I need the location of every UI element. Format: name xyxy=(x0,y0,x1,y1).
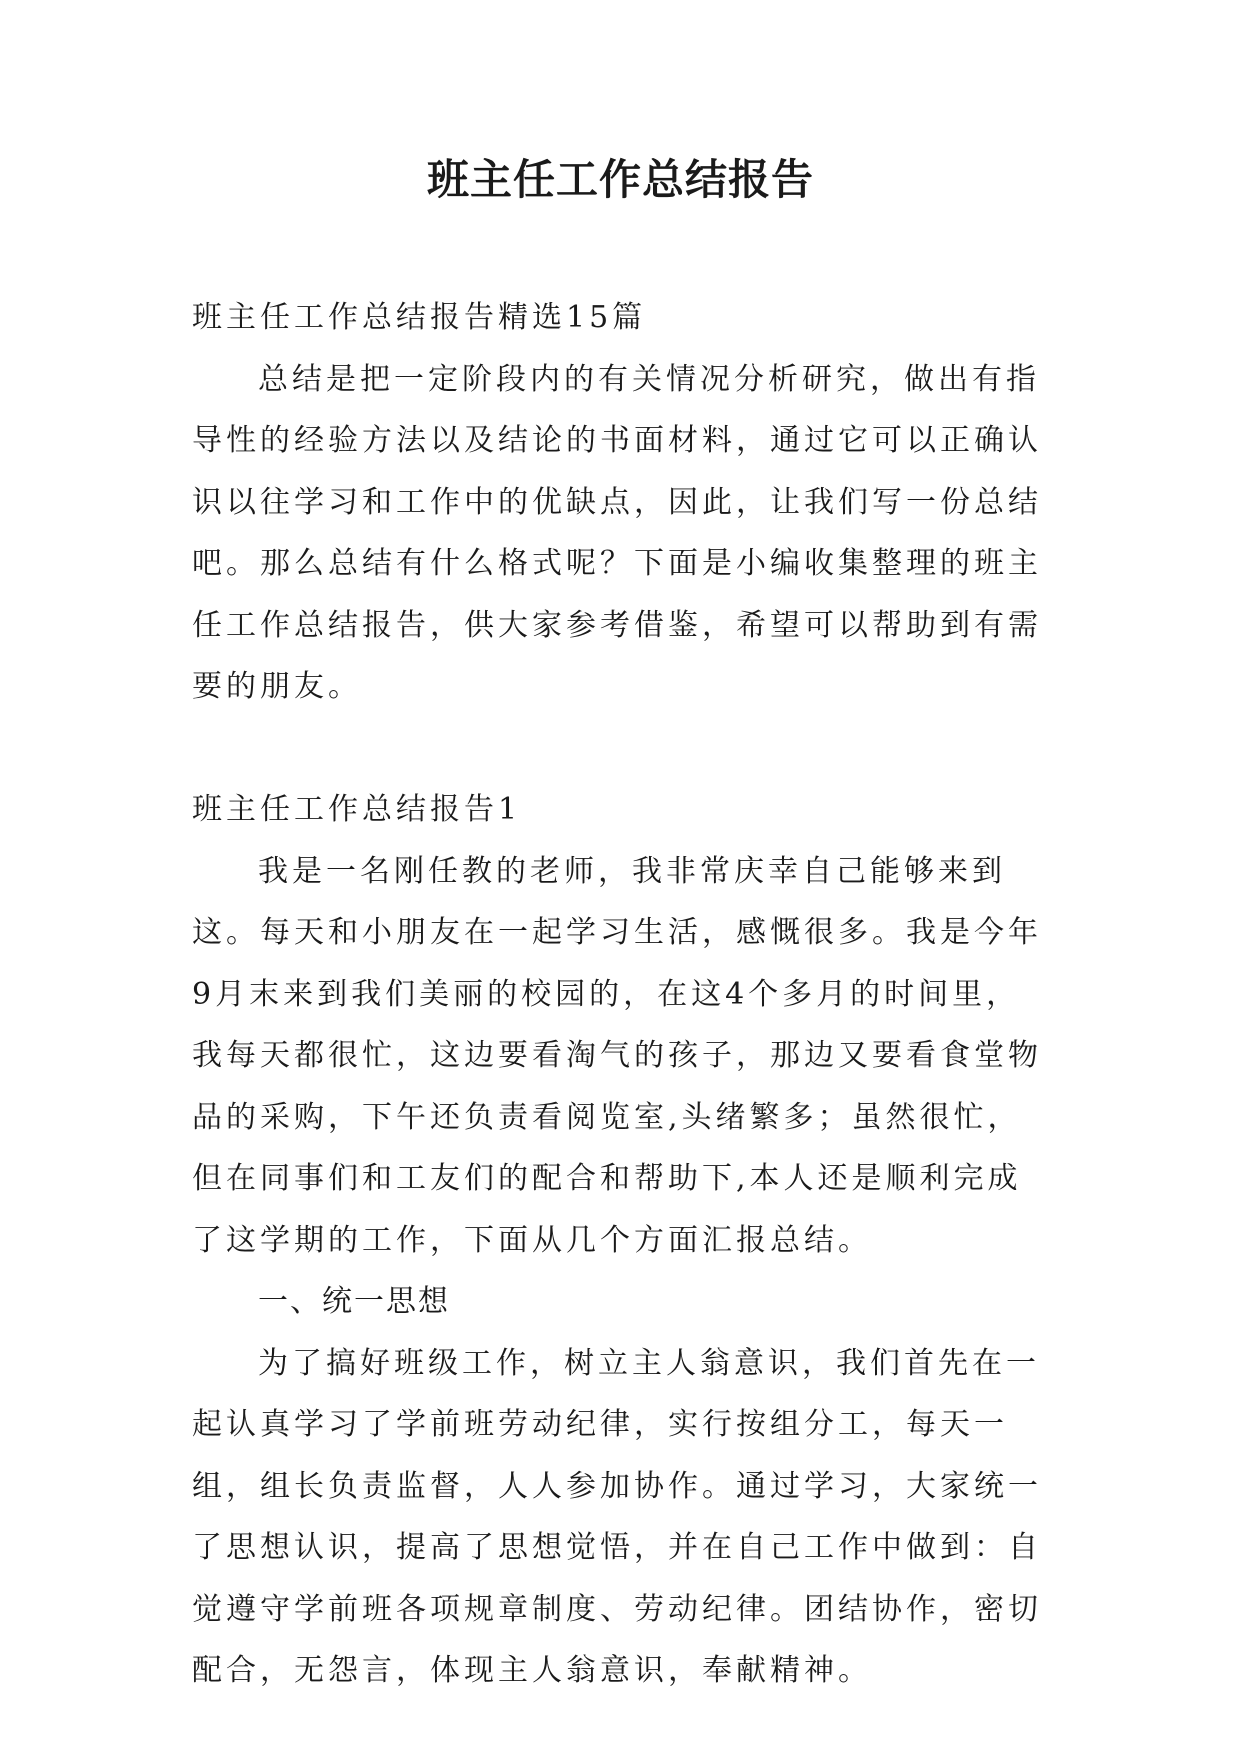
document-body xyxy=(192,287,1052,1702)
intro-paragraph: 总结是把一定阶段内的有关情况分析研究，做出有指导性的经验方法以及结论的书面材料，通过它可以正确认识以往学习和工作中的优缺点，因此，让我们写一份总结吧。那么总结有什么格式呢？下面是小编收集整理的班主任工作总结报告，供大家参考借鉴，希望可以帮助到有需要的朋友。 xyxy=(192,361,1042,704)
section-heading: 班主任工作总结报告1 xyxy=(192,792,522,827)
sub-heading: 一、统一思想 xyxy=(258,1284,450,1319)
document-subtitle: 班主任工作总结报告精选15篇 xyxy=(192,300,647,335)
document-title: 班主任工作总结报告 xyxy=(426,155,814,204)
section-spacer xyxy=(192,718,1052,780)
body-paragraph: 我是一名刚任教的老师，我非常庆幸自己能够来到这。每天和小朋友在一起学习生活，感慨很多。我是今年9月末来到我们美丽的校园的，在这4个多月的时间里，我每天都很忙，这边要看淘气的孩子，那边又要看食堂物品的采购，下午还负责看阅览室,头绪繁多；虽然很忙，但在同事们和工友们的配合和帮助下,本人还是顺利完成了这学期的工作，下面从几个方面汇报总结。 xyxy=(192,853,1042,1258)
body-paragraph: 为了搞好班级工作，树立主人翁意识，我们首先在一起认真学习了学前班劳动纪律，实行按组分工，每天一组，组长负责监督，人人参加协作。通过学习，大家统一了思想认识，提高了思想觉悟，并在自己工作中做到：自觉遵守学前班各项规章制度、劳动纪律。团结协作，密切配合，无怨言，体现主人翁意识，奉献精神。 xyxy=(192,1345,1042,1688)
